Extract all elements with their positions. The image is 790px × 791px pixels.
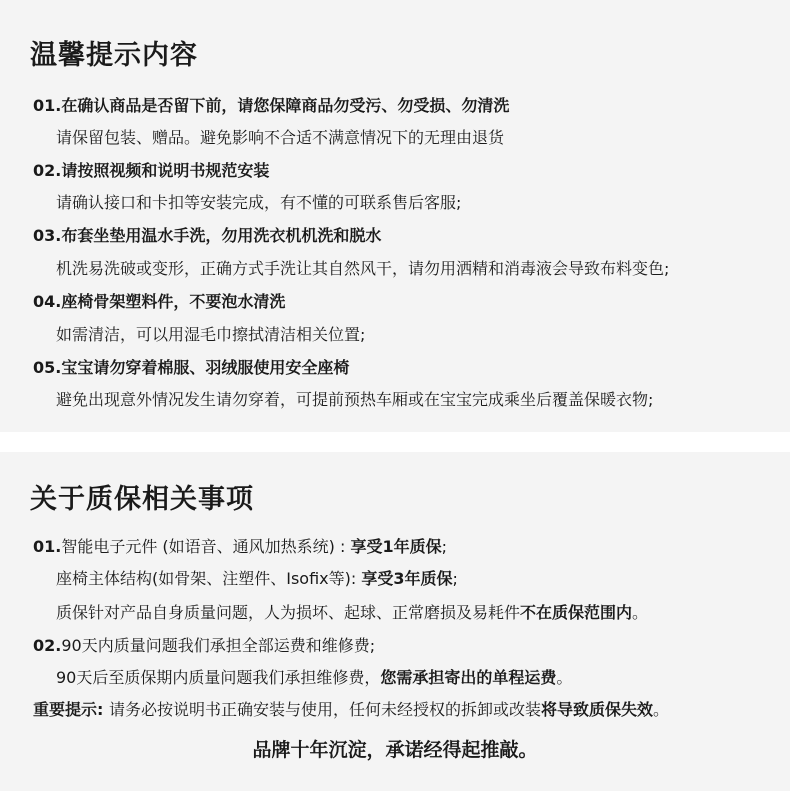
warranty-line-1-tail: ; [441,537,448,556]
warranty-line-1 [33,534,447,557]
warranty-line-3-highlight: 不在质保范围内 [520,603,633,622]
warranty-line-4 [33,633,375,656]
warranty-line-2 [56,566,458,589]
warranty-line-1-highlight: 享受1年质保 [350,537,442,556]
warranty-line-3 [56,600,648,623]
warranty-line-3-tail: 。 [632,603,649,622]
notice-highlight: 将导致质保失效 [541,700,654,719]
warranty-line-1-text: 智能电子元件 (如语音、通风加热系统) : [61,537,351,556]
notice-label: 重要提示: [33,700,109,719]
care-item-3-detail: 机洗易洗破或变形，正确方式手洗让其自然风干，请勿用洒精和消毒液会导致布料变色; [56,259,670,278]
warranty-line-5-text: 90天后至质保期内质量问题我们承担维修费， [56,668,381,687]
care-item-1-detail: 请保留包装、赠品。避免影响不合适不满意情况下的无理由退货 [56,128,505,147]
care-item-4-detail: 如需清洁，可以用湿毛巾擦拭清洁相关位置; [56,325,366,344]
care-item-4-heading: 04.座椅骨架塑料件，不要泡水清洗 [33,292,286,311]
warranty-line-2-highlight: 享受3年质保 [361,569,453,588]
care-item-2-detail: 请确认接口和卡扣等安装完成，有不懂的可联系售后客服; [56,193,462,212]
care-item-1-heading: 01.在确认商品是否留下前，请您保障商品勿受污、勿受损、勿清洗 [33,96,510,115]
warranty-line-4-number: 02. [33,636,62,655]
care-item-5-detail: 避免出现意外情况发生请勿穿着，可提前预热车厢或在宝宝完成乘坐后覆盖保暖衣物; [56,390,654,409]
warranty-line-5-highlight: 您需承担寄出的单程运费 [380,668,557,687]
care-item-3-heading: 03.布套坐垫用温水手洗，勿用洗衣机机洗和脱水 [33,226,382,245]
care-item-5-heading: 05.宝宝请勿穿着棉服、羽绒服使用安全座椅 [33,358,350,377]
warranty-title: 关于质保相关事项 [30,484,254,515]
warranty-line-3-text: 质保针对产品自身质量问题，人为损坏、起球、正常磨损及易耗件 [56,603,521,622]
warranty-line-5 [56,665,572,688]
warranty-line-2-tail: ; [452,569,458,588]
notice-text: 请务必按说明书正确安装与使用，任何未经授权的拆卸或改装 [108,700,541,719]
notice-tail: 。 [653,700,670,719]
warranty-line-4-text: 90天内质量问题我们承担全部运费和维修费; [61,636,376,655]
warranty-important-notice [33,697,669,720]
brand-slogan: 品牌十年沉淀，承诺经得起推敲。 [252,739,538,761]
care-tips-title: 温馨提示内容 [30,40,198,71]
warranty-line-5-tail: 。 [556,668,573,687]
warranty-line-2-text: 座椅主体结构(如骨架、注塑件、Isofix等): [56,569,362,588]
warranty-line-1-number: 01. [33,537,62,556]
care-item-2-heading: 02.请按照视频和说明书规范安装 [33,161,270,180]
warranty-panel [0,452,790,791]
